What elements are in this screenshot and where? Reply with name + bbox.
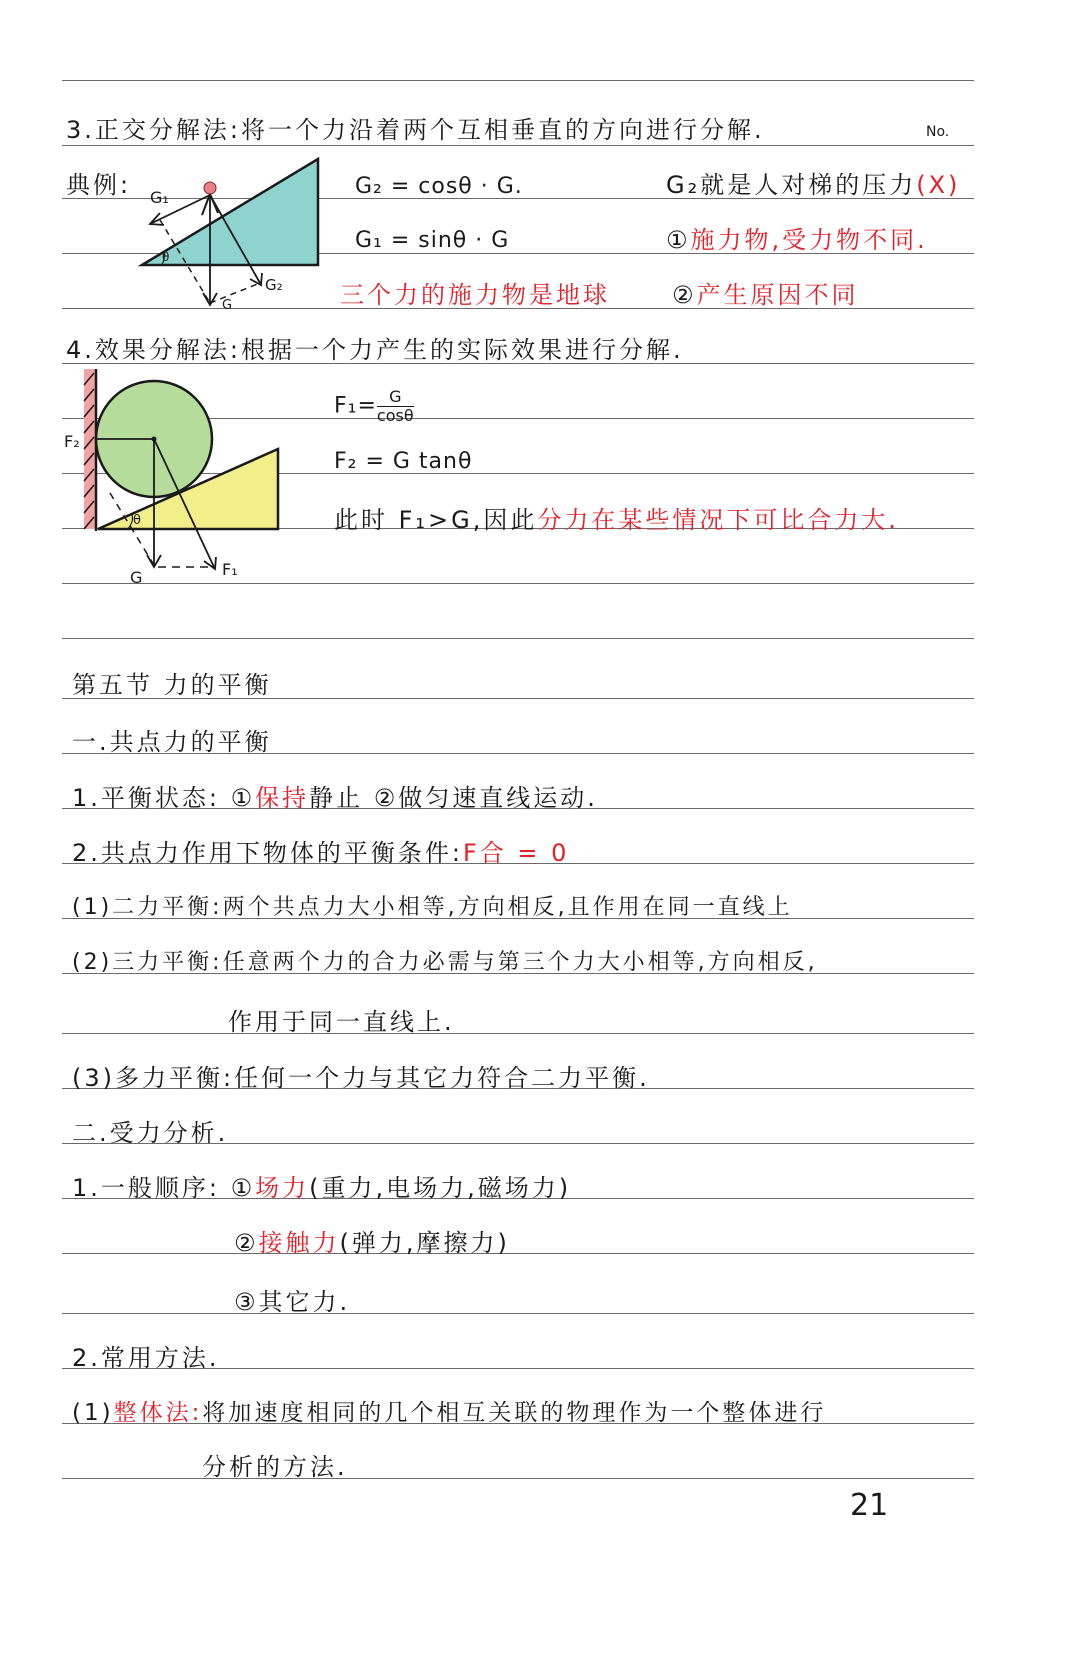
equilibrium-state-red: 保持 [255, 784, 310, 812]
order-1 [72, 1173, 571, 1203]
equilibrium-condition-prefix: 2.共点力作用下物体的平衡条件: [72, 839, 463, 867]
rule [62, 1478, 974, 1479]
reason-1-text: 施力物,受力物不同. [690, 226, 928, 254]
formula-f1-lhs: F₁= [334, 393, 377, 419]
method-1 [72, 1398, 826, 1428]
page-no-label: No. [926, 124, 950, 140]
equilibrium-state-suffix: 静止 ②做匀速直线运动. [309, 784, 598, 812]
reason-2 [672, 280, 859, 310]
rule [62, 1033, 974, 1034]
three-force-equilibrium: (2)三力平衡:任意两个力的合力必需与第三个力大小相等,方向相反, [72, 950, 818, 975]
label-g1: G₁ [150, 188, 169, 207]
order-2 [234, 1228, 510, 1258]
fraction [377, 388, 414, 425]
multi-force-equilibrium: (3)多力平衡:任何一个力与其它力符合二力平衡. [72, 1064, 650, 1092]
fraction-numerator: G [377, 388, 414, 407]
order-2-prefix: ② [234, 1229, 259, 1257]
order-1-suffix: (重力,电场力,磁场力) [309, 1174, 572, 1202]
equilibrium-state-prefix: 1.平衡状态: ① [72, 784, 256, 812]
conclusion [334, 505, 899, 535]
earth-note: 三个力的施力物是地球 [340, 281, 610, 309]
wrong-mark: (X) [916, 171, 961, 199]
formula-g1: G₁ = sinθ · G [355, 228, 510, 253]
conclusion-prefix: 此时 F₁>G,因此 [334, 506, 538, 534]
incline-diagram [140, 155, 330, 315]
rule [62, 638, 974, 639]
order-2-suffix: (弹力,摩擦力) [339, 1229, 510, 1257]
equilibrium-condition-red: F合 = 0 [462, 839, 570, 867]
part-1-title: 一.共点力的平衡 [72, 728, 272, 756]
methods-title: 2.常用方法. [72, 1344, 220, 1372]
method-1-prefix: (1) [72, 1400, 114, 1426]
rule [62, 1253, 974, 1254]
order-1-prefix: 1.一般顺序: ① [72, 1174, 256, 1202]
equilibrium-state [72, 783, 598, 813]
label-theta-2: θ [133, 513, 141, 528]
conclusion-highlight: 分力在某些情况下可比合力大. [537, 506, 900, 534]
example-label: 典例: [66, 171, 132, 199]
section-3-title: 3.正交分解法:将一个力沿着两个互相垂直的方向进行分解. [66, 116, 765, 144]
page-number: 21 [850, 1488, 889, 1523]
rule [62, 80, 974, 81]
label-f2: F₂ [64, 432, 80, 451]
note-g2 [666, 170, 960, 200]
three-force-equilibrium-cont: 作用于同一直线上. [228, 1008, 455, 1036]
label-g: G [222, 298, 233, 313]
reason-1-num: ① [666, 226, 691, 254]
rule [62, 145, 974, 146]
note-g2-text: G₂就是人对梯的压力 [666, 171, 917, 199]
reason-2-num: ② [672, 281, 697, 309]
label-g-2: G [130, 568, 143, 587]
formula-f2: F₂ = G tanθ [334, 449, 473, 474]
ball-wall-diagram [62, 365, 292, 585]
rule [62, 1313, 974, 1314]
label-g2: G₂ [265, 276, 283, 294]
method-1-red: 整体法: [113, 1400, 203, 1426]
formula-g2: G₂ = cosθ · G. [355, 174, 523, 199]
label-f1: F₁ [222, 560, 238, 579]
method-1-text: 将加速度相同的几个相互关联的物理作为一个整体进行 [202, 1400, 827, 1426]
order-2-red: 接触力 [258, 1229, 340, 1257]
method-1-cont: 分析的方法. [202, 1453, 348, 1481]
reason-1 [666, 225, 928, 255]
equilibrium-condition [72, 838, 569, 868]
section-4-title: 4.效果分解法:根据一个力产生的实际效果进行分解. [66, 336, 684, 364]
chapter-title: 第五节 力的平衡 [72, 671, 272, 699]
formula-f1 [334, 388, 414, 425]
label-theta: θ [162, 250, 170, 264]
fraction-denominator: cosθ [376, 406, 414, 425]
reason-2-text: 产生原因不同 [696, 281, 859, 309]
order-1-red: 场力 [255, 1174, 310, 1202]
part-2-title: 二.受力分析. [72, 1119, 229, 1147]
two-force-equilibrium: (1)二力平衡:两个共点力大小相等,方向相反,且作用在同一直线上 [72, 895, 793, 920]
order-3: ③其它力. [234, 1288, 351, 1316]
